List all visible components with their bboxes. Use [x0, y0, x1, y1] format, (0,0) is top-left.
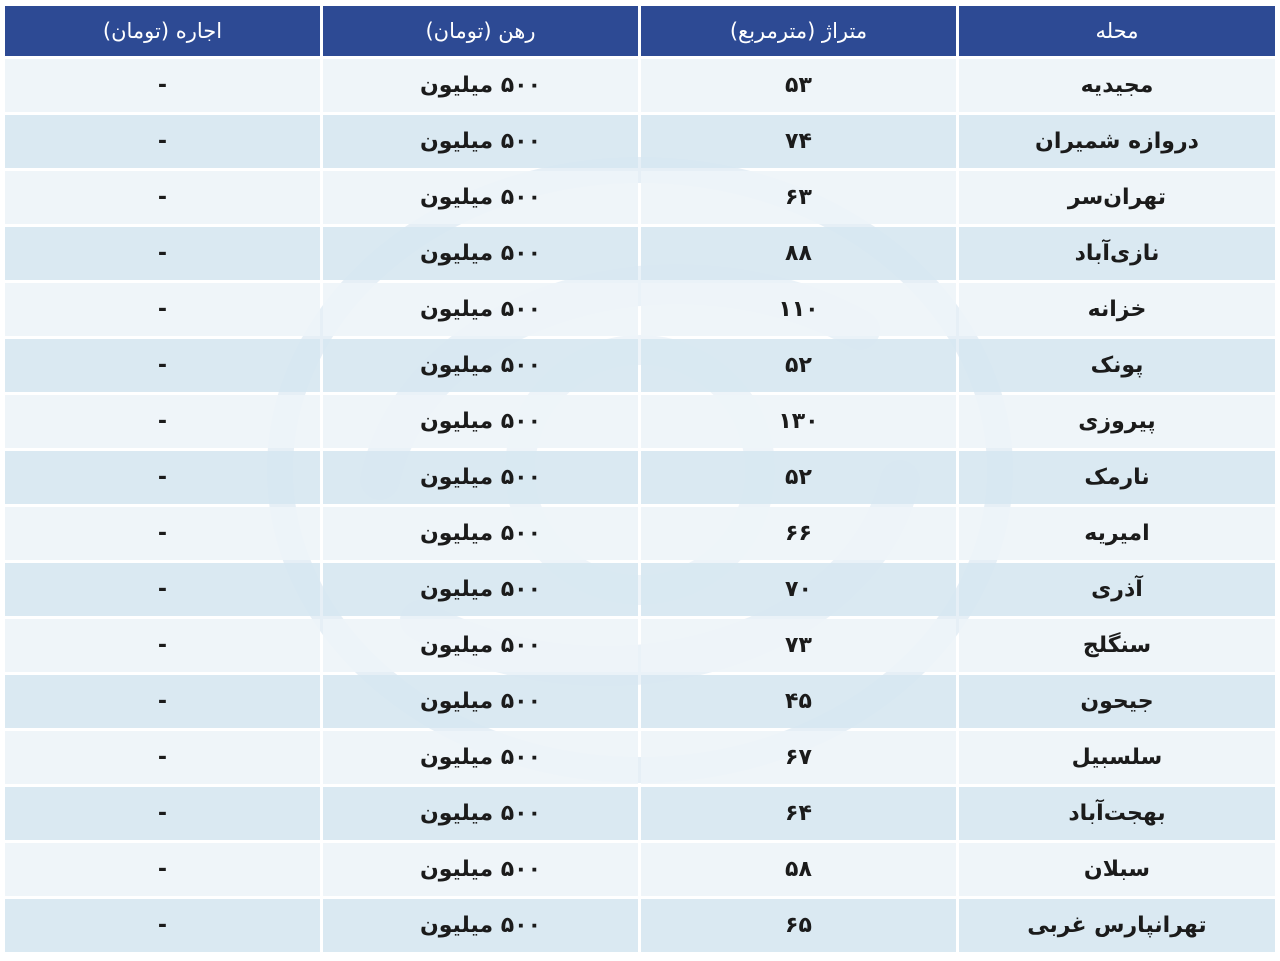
table-row	[5, 283, 1275, 336]
cell-rent: -	[5, 619, 320, 672]
cell-deposit: ۵۰۰ میلیون	[323, 899, 638, 952]
cell-neighborhood: سبلان	[959, 843, 1275, 896]
cell-neighborhood: بهجت‌آباد	[959, 787, 1275, 840]
table-row	[5, 507, 1275, 560]
cell-deposit: ۵۰۰ میلیون	[323, 451, 638, 504]
cell-deposit: ۵۰۰ میلیون	[323, 171, 638, 224]
cell-area: ۵۸	[641, 843, 956, 896]
cell-deposit: ۵۰۰ میلیون	[323, 507, 638, 560]
header-rent: اجاره (تومان)	[5, 6, 320, 56]
cell-deposit: ۵۰۰ میلیون	[323, 59, 638, 112]
table-row	[5, 395, 1275, 448]
cell-area: ۱۱۰	[641, 283, 956, 336]
rental-table	[2, 3, 1278, 955]
cell-area: ۶۶	[641, 507, 956, 560]
table-body	[5, 59, 1275, 952]
cell-rent: -	[5, 507, 320, 560]
cell-area: ۶۵	[641, 899, 956, 952]
cell-area: ۵۲	[641, 339, 956, 392]
cell-area: ۷۴	[641, 115, 956, 168]
table-row	[5, 843, 1275, 896]
cell-area: ۷۰	[641, 563, 956, 616]
cell-area: ۱۳۰	[641, 395, 956, 448]
cell-neighborhood: پیروزی	[959, 395, 1275, 448]
table-row	[5, 731, 1275, 784]
cell-deposit: ۵۰۰ میلیون	[323, 619, 638, 672]
table-row	[5, 675, 1275, 728]
cell-deposit: ۵۰۰ میلیون	[323, 115, 638, 168]
table-row	[5, 115, 1275, 168]
cell-area: ۵۳	[641, 59, 956, 112]
cell-neighborhood: سنگلج	[959, 619, 1275, 672]
cell-deposit: ۵۰۰ میلیون	[323, 675, 638, 728]
cell-rent: -	[5, 283, 320, 336]
cell-rent: -	[5, 171, 320, 224]
cell-rent: -	[5, 451, 320, 504]
cell-rent: -	[5, 675, 320, 728]
cell-area: ۵۲	[641, 451, 956, 504]
cell-deposit: ۵۰۰ میلیون	[323, 227, 638, 280]
cell-neighborhood: خزانه	[959, 283, 1275, 336]
cell-rent: -	[5, 227, 320, 280]
cell-deposit: ۵۰۰ میلیون	[323, 339, 638, 392]
header-deposit: رهن (تومان)	[323, 6, 638, 56]
cell-neighborhood: نازی‌آباد	[959, 227, 1275, 280]
cell-deposit: ۵۰۰ میلیون	[323, 843, 638, 896]
header-neighborhood: محله	[959, 6, 1275, 56]
table-row	[5, 59, 1275, 112]
cell-area: ۸۸	[641, 227, 956, 280]
cell-area: ۶۴	[641, 787, 956, 840]
table-row	[5, 171, 1275, 224]
cell-deposit: ۵۰۰ میلیون	[323, 395, 638, 448]
cell-neighborhood: جیحون	[959, 675, 1275, 728]
table-row	[5, 787, 1275, 840]
cell-neighborhood: آذری	[959, 563, 1275, 616]
cell-neighborhood: مجیدیه	[959, 59, 1275, 112]
cell-area: ۶۷	[641, 731, 956, 784]
cell-neighborhood: امیریه	[959, 507, 1275, 560]
cell-neighborhood: پونک	[959, 339, 1275, 392]
cell-rent: -	[5, 843, 320, 896]
cell-neighborhood: تهرانپارس غربی	[959, 899, 1275, 952]
table-row	[5, 619, 1275, 672]
cell-rent: -	[5, 563, 320, 616]
cell-rent: -	[5, 395, 320, 448]
cell-deposit: ۵۰۰ میلیون	[323, 563, 638, 616]
table-row	[5, 339, 1275, 392]
cell-rent: -	[5, 339, 320, 392]
table-row	[5, 227, 1275, 280]
cell-area: ۶۳	[641, 171, 956, 224]
cell-rent: -	[5, 787, 320, 840]
cell-rent: -	[5, 59, 320, 112]
cell-deposit: ۵۰۰ میلیون	[323, 731, 638, 784]
cell-rent: -	[5, 899, 320, 952]
cell-neighborhood: تهران‌سر	[959, 171, 1275, 224]
table-row	[5, 451, 1275, 504]
header-area: متراژ (مترمربع)	[641, 6, 956, 56]
table-row	[5, 563, 1275, 616]
cell-rent: -	[5, 731, 320, 784]
cell-neighborhood: نارمک	[959, 451, 1275, 504]
cell-neighborhood: دروازه شمیران	[959, 115, 1275, 168]
cell-neighborhood: سلسبیل	[959, 731, 1275, 784]
table-row	[5, 899, 1275, 952]
cell-deposit: ۵۰۰ میلیون	[323, 787, 638, 840]
cell-area: ۷۳	[641, 619, 956, 672]
cell-area: ۴۵	[641, 675, 956, 728]
header-row	[5, 6, 1275, 56]
cell-rent: -	[5, 115, 320, 168]
cell-deposit: ۵۰۰ میلیون	[323, 283, 638, 336]
